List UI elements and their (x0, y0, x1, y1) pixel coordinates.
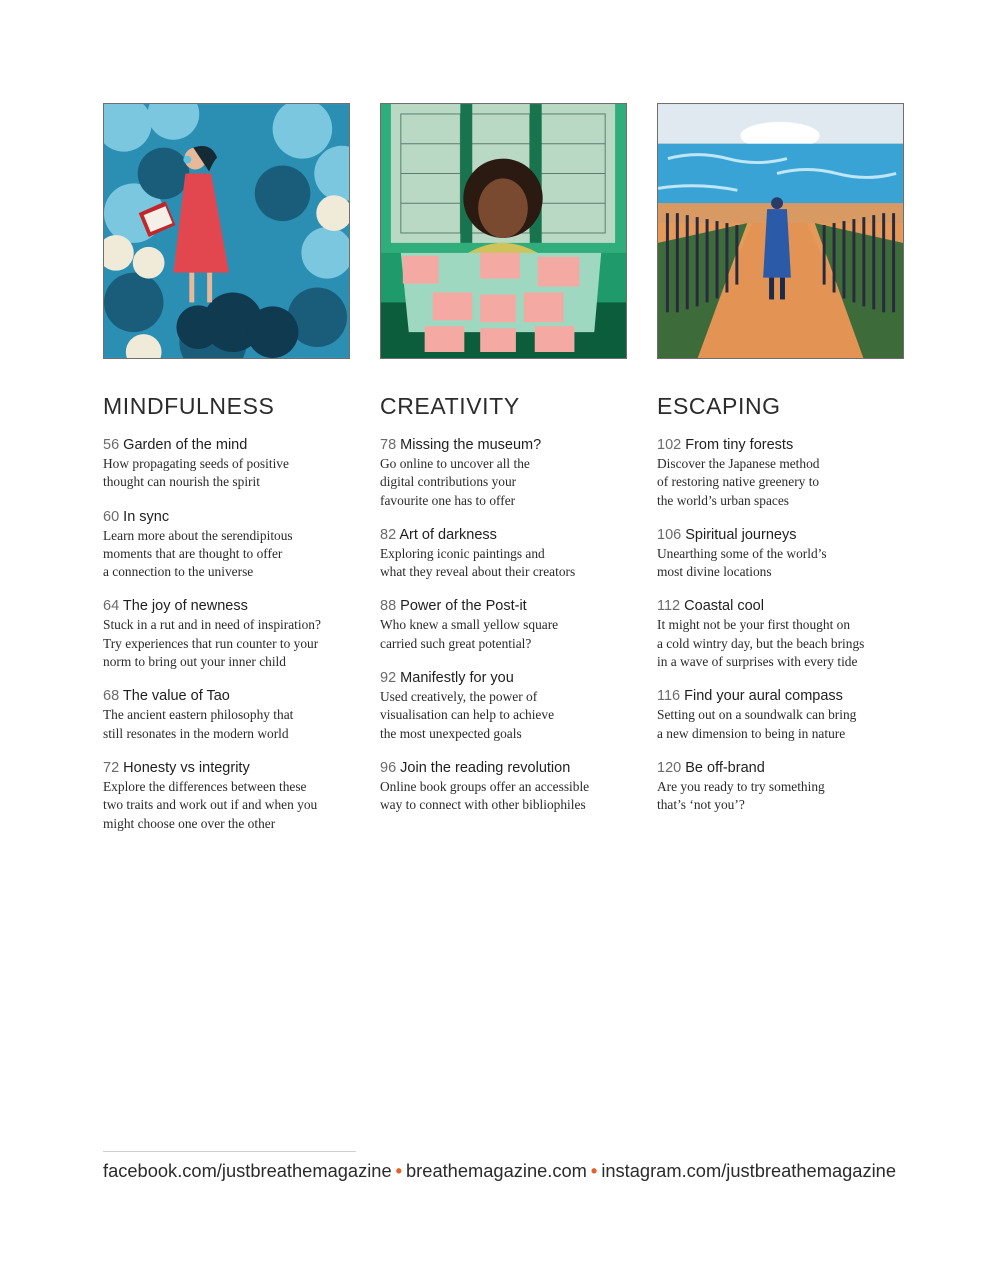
article-description: How propagating seeds of positive thought can nourish the spirit (103, 456, 289, 490)
article-description: Stuck in a rut and in need of inspiration? Try experiences that run counter to your norm to bring out your inner child (103, 617, 321, 670)
list-item[interactable] (657, 526, 904, 582)
page-number: 72 (103, 759, 120, 776)
section-creativity (380, 103, 627, 831)
page-number: 112 (657, 598, 681, 615)
article-title: Join the reading revolution (400, 759, 571, 776)
page-number: 102 (657, 437, 682, 453)
article-title: The value of Tao (122, 688, 230, 705)
list-item[interactable] (657, 759, 904, 815)
article-list (103, 436, 350, 833)
page-number: 120 (657, 759, 682, 776)
article-description: Setting out on a soundwalk can bring a new dimension to being in nature (657, 707, 857, 741)
woman-laptop-icon (381, 104, 626, 358)
separator-dot: • (395, 1160, 403, 1181)
page-number: 64 (103, 598, 120, 615)
woman-reading-icon (104, 104, 349, 358)
page-number: 82 (380, 526, 397, 543)
facebook-link[interactable]: facebook.com/justbreathemagazine (103, 1160, 392, 1181)
page-number: 56 (103, 437, 120, 453)
list-item[interactable] (657, 687, 904, 743)
page-number: 68 (103, 688, 120, 705)
mindfulness-illustration (103, 103, 350, 359)
list-item[interactable] (380, 436, 627, 510)
article-description: Used creatively, the power of visualisation can help to achieve the most unexpected goals (380, 689, 555, 741)
list-item[interactable] (380, 759, 627, 815)
section-mindfulness (103, 103, 350, 849)
beach-path-icon (658, 104, 903, 358)
article-description: Are you ready to try something that’s ‘not you’? (657, 778, 825, 813)
section-escaping (657, 103, 904, 831)
list-item[interactable] (103, 597, 350, 671)
footer-divider (103, 1151, 356, 1152)
page-number: 106 (657, 526, 682, 543)
article-list (380, 436, 627, 815)
article-title: Find your aural compass (684, 688, 843, 705)
article-title: From tiny forests (685, 437, 794, 453)
article-description: Go online to uncover all the digital contributions your favourite one has to offer (380, 456, 530, 508)
list-item[interactable] (657, 436, 904, 510)
article-description: Learn more about the serendipitous moments that are thought to offer a connection to the universe (103, 527, 293, 580)
website-link[interactable]: breathemagazine.com (406, 1160, 587, 1181)
article-title: Coastal cool (684, 598, 764, 615)
article-description: The ancient eastern philosophy that still resonates in the modern world (103, 707, 294, 741)
list-item[interactable] (657, 597, 904, 671)
creativity-illustration (380, 103, 627, 359)
escaping-illustration (657, 103, 904, 359)
separator-dot: • (590, 1160, 598, 1181)
list-item[interactable] (380, 526, 627, 582)
article-list (657, 436, 904, 815)
article-title: Art of darkness (399, 526, 497, 543)
section-heading: ESCAPING (657, 393, 781, 419)
article-title: In sync (123, 508, 170, 525)
list-item[interactable] (380, 669, 627, 743)
article-description: Exploring iconic paintings and what they reveal about their creators (380, 545, 576, 580)
page-number: 78 (380, 437, 397, 453)
article-title: Power of the Post-it (400, 598, 527, 615)
article-description: Online book groups offer an accessible way to connect with other bibliophiles (380, 778, 590, 813)
section-heading: CREATIVITY (380, 393, 520, 419)
section-heading: MINDFULNESS (103, 393, 275, 419)
list-item[interactable] (103, 687, 350, 743)
article-title: Manifestly for you (400, 670, 514, 687)
list-item[interactable] (103, 759, 350, 833)
article-description: Discover the Japanese method of restoring native greenery to the world’s urban spaces (657, 456, 820, 508)
page-number: 116 (657, 688, 681, 705)
page-number: 88 (380, 598, 397, 615)
footer-links (103, 1160, 953, 1182)
page-number: 60 (103, 508, 120, 525)
instagram-link[interactable]: instagram.com/justbreathemagazine (601, 1160, 896, 1181)
page-number: 92 (380, 670, 397, 687)
article-title: Spiritual journeys (685, 526, 797, 543)
list-item[interactable] (103, 508, 350, 582)
article-title: Honesty vs integrity (123, 759, 250, 776)
article-title: Missing the museum? (400, 437, 542, 453)
article-description: It might not be your first thought on a cold wintry day, but the beach brings in a wave of surprises with every tide (657, 617, 865, 670)
article-title: The joy of newness (122, 598, 248, 615)
page-number: 96 (380, 759, 397, 776)
list-item[interactable] (103, 436, 350, 492)
article-title: Garden of the mind (123, 437, 248, 453)
list-item[interactable] (380, 597, 627, 653)
article-title: Be off-brand (685, 759, 765, 776)
article-description: Unearthing some of the world’s most divine locations (657, 545, 827, 580)
article-description: Explore the differences between these two traits and work out if and when you might choose one over the other (103, 778, 318, 831)
article-description: Who knew a small yellow square carried such great potential? (380, 617, 559, 651)
